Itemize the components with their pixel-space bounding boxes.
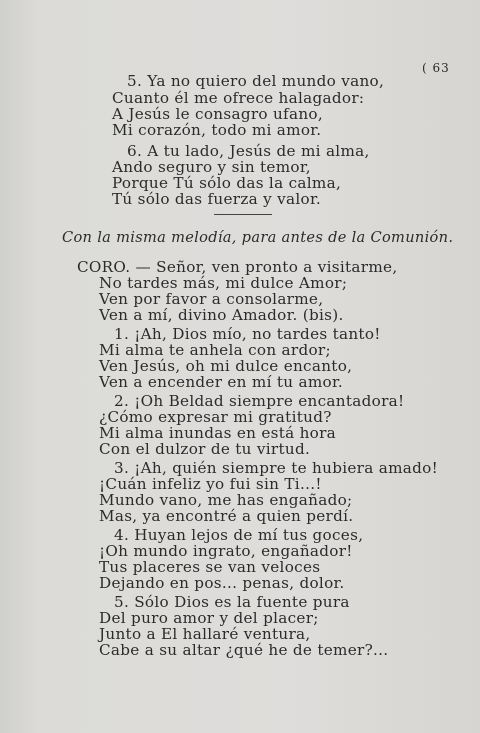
verse-line: ¿Cómo expresar mi gratitud?	[99, 408, 332, 426]
verse-line: 4. Huyan lejos de mí tus goces,	[114, 526, 364, 544]
verse-line: 2. ¡Oh Beldad siempre encantadora!	[114, 392, 405, 410]
verse-line: A Jesús le consagro ufano,	[112, 105, 323, 123]
verse-line: 6. A tu lado, Jesús de mi alma,	[127, 142, 370, 160]
verse-line: Porque Tú sólo das la calma,	[112, 174, 342, 192]
verse-line: Ando seguro y sin temor,	[112, 158, 311, 176]
verse-line: ¡Oh mundo ingrato, engañador!	[99, 542, 353, 560]
verse-line: 5. Sólo Dios es la fuente pura	[114, 593, 350, 611]
section-heading: Con la misma melodía, para antes de la Comunión.	[62, 229, 454, 246]
verse-line: 3. ¡Ah, quién siempre te hubiera amado!	[114, 459, 438, 477]
coro-line: CORO. — Señor, ven pronto a visitarme,	[77, 258, 398, 276]
verse-line: Mi alma te anhela con ardor;	[99, 341, 331, 359]
coro-line: Ven por favor a consolarme,	[99, 290, 324, 308]
page-number: ( 63	[422, 61, 450, 75]
verse-line: Tú sólo das fuerza y valor.	[112, 190, 321, 208]
verse-line: Del puro amor y del placer;	[99, 609, 319, 627]
verse-line: Mi corazón, todo mi amor.	[112, 121, 322, 139]
verse-line: ¡Cuán infeliz yo fui sin Ti...!	[99, 475, 322, 493]
verse-line: Junto a El hallaré ventura,	[99, 625, 311, 643]
verse-line: Cabe a su altar ¿qué he de temer?...	[99, 641, 389, 659]
verse-line: Ven Jesús, oh mi dulce encanto,	[99, 357, 353, 375]
verse-line: 1. ¡Ah, Dios mío, no tardes tanto!	[114, 325, 381, 343]
verse-line: Ven a encender en mí tu amor.	[99, 373, 344, 391]
coro-line: Ven a mí, divino Amador. (bis).	[99, 306, 344, 324]
section-divider	[214, 214, 272, 215]
verse-line: Dejando en pos... penas, dolor.	[99, 574, 345, 592]
verse-line: 5. Ya no quiero del mundo vano,	[127, 72, 385, 90]
verse-line: Tus placeres se van veloces	[99, 558, 321, 576]
verse-line: Mi alma inundas en está hora	[99, 424, 337, 442]
coro-line: No tardes más, mi dulce Amor;	[99, 274, 348, 292]
verse-line: Mas, ya encontré a quien perdí.	[99, 507, 354, 525]
verse-line: Con el dulzor de tu virtud.	[99, 440, 311, 458]
verse-line: Mundo vano, me has engañado;	[99, 491, 353, 509]
verse-line: Cuanto él me ofrece halagador:	[112, 89, 365, 107]
